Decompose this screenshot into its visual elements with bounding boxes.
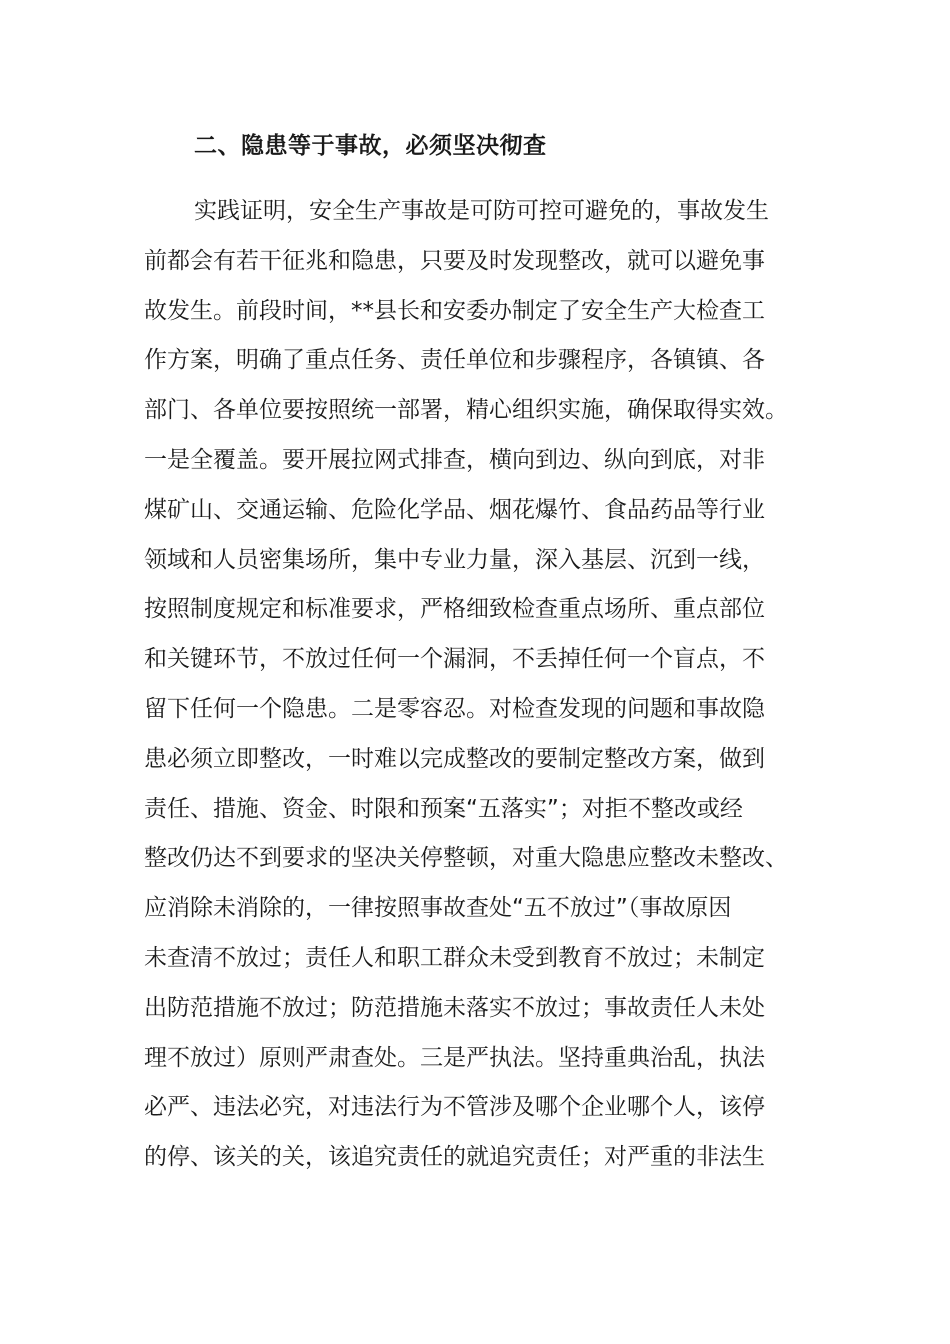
text-line: 责任、措施、资金、时限和预案“五落实”；对拒不整改或经 — [144, 795, 743, 822]
text-line: 应消除未消除的，一律按照事故查处“五不放过”（事故原因 — [144, 895, 732, 922]
text-line: 作方案，明确了重点任务、责任单位和步骤程序，各镇镇、各 — [144, 347, 765, 374]
text-line: 留下任何一个隐患。二是零容忍。对检查发现的问题和事故隐 — [144, 695, 765, 722]
text-line: 实践证明，安全生产事故是可防可控可避免的，事故发生 — [194, 198, 769, 224]
text-line: 未查清不放过；责任人和职工群众未受到教育不放过；未制定 — [144, 944, 765, 971]
section-heading: 二、隐患等于事故，必须坚决彻查 — [194, 133, 547, 159]
text-line: 部门、各单位要按照统一部署，精心组织实施，确保取得实效。 — [144, 397, 788, 424]
text-line: 和关键环节，不放过任何一个漏洞，不丢掉任何一个盲点，不 — [144, 646, 765, 673]
text-line: 出防范措施不放过；防范措施未落实不放过；事故责任人未处 — [144, 994, 765, 1021]
text-line: 必严、违法必究，对违法行为不管涉及哪个企业哪个人，该停 — [144, 1094, 765, 1121]
text-line: 煤矿山、交通运输、危险化学品、烟花爆竹、食品药品等行业 — [144, 496, 765, 523]
text-line: 故发生。前段时间，**县长和安委办制定了安全生产大检查工 — [144, 297, 765, 324]
text-line: 整改仍达不到要求的坚决关停整顿，对重大隐患应整改未整改、 — [144, 845, 788, 872]
text-line: 的停、该关的关，该追究责任的就追究责任；对严重的非法生 — [144, 1144, 765, 1171]
body-paragraph — [144, 187, 804, 1183]
text-line: 领域和人员密集场所，集中专业力量，深入基层、沉到一线， — [144, 546, 765, 573]
text-line: 按照制度规定和标准要求，严格细致检查重点场所、重点部位 — [144, 596, 765, 623]
text-line: 理不放过）原则严肃查处。三是严执法。坚持重典治乱，执法 — [144, 1044, 765, 1071]
text-line: 前都会有若干征兆和隐患，只要及时发现整改，就可以避免事 — [144, 247, 765, 274]
text-line: 一是全覆盖。要开展拉网式排查，横向到边、纵向到底，对非 — [144, 446, 765, 473]
text-line: 患必须立即整改，一时难以完成整改的要制定整改方案，做到 — [144, 745, 765, 772]
